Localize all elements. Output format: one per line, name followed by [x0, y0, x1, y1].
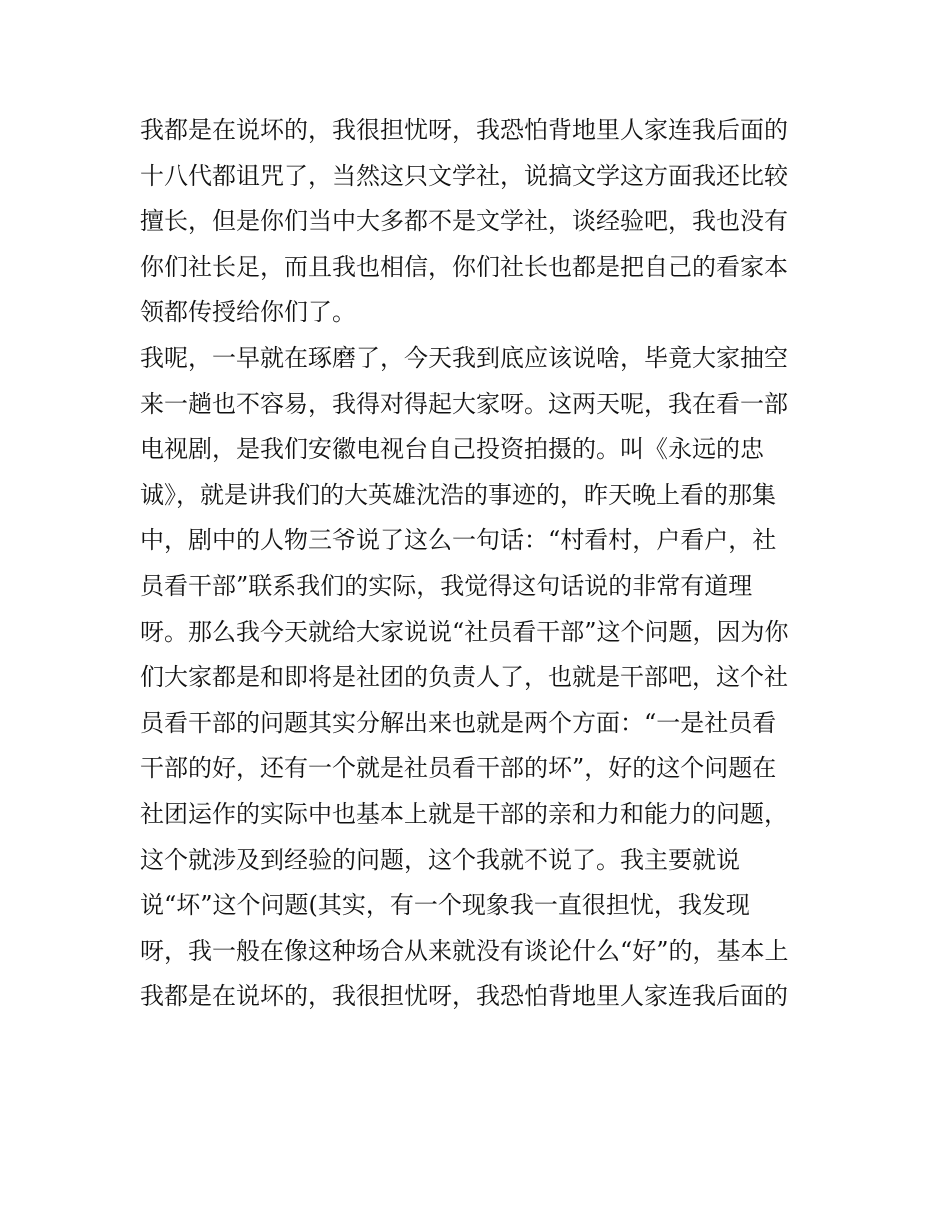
text-line: 员看干部”联系我们的实际，我觉得这句话说的非常有道理 [140, 571, 753, 600]
text-line: 电视剧，是我们安徽电视台自己投资拍摄的。叫《永远的忠 [140, 435, 764, 464]
text-line: 我呢，一早就在琢磨了，今天我到底应该说啥，毕竟大家抽空 [140, 343, 788, 372]
text-line: 说“坏”这个问题(其实，有一个现象我一直很担忧，我发现 [140, 891, 750, 920]
text-line: 我都是在说坏的，我很担忧呀，我恐怕背地里人家连我后面的 [140, 982, 788, 1011]
text-line: 十八代都诅咒了，当然这只文学社，说搞文学这方面我还比较 [140, 161, 788, 190]
text-line: 中，剧中的人物三爷说了这么一句话：“村看村，户看户，社 [140, 526, 777, 555]
body-text [140, 108, 820, 1020]
text-line: 们大家都是和即将是社团的负责人了，也就是干部吧，这个社 [140, 663, 788, 692]
text-line: 呀，我一般在像这种场合从来就没有谈论什么“好”的，基本上 [140, 936, 789, 965]
text-line: 社团运作的实际中也基本上就是干部的亲和力和能力的问题， [140, 799, 788, 828]
text-line: 呀。那么我今天就给大家说说“社员看干部”这个问题，因为你 [140, 617, 789, 646]
text-line: 来一趟也不容易，我得对得起大家呀。这两天呢，我在看一部 [140, 389, 788, 418]
text-line: 这个就涉及到经验的问题，这个我就不说了。我主要就说 [140, 845, 740, 874]
text-line: 你们社长足，而且我也相信，你们社长也都是把自己的看家本 [140, 252, 788, 281]
text-line: 领都传授给你们了。 [140, 298, 356, 327]
text-line: 我都是在说坏的，我很担忧呀，我恐怕背地里人家连我后面的 [140, 116, 788, 144]
text-line: 干部的好，还有一个就是社员看干部的坏”，好的这个问题在 [140, 754, 777, 783]
text-line: 擅长，但是你们当中大多都不是文学社，谈经验吧，我也没有 [140, 207, 788, 236]
text-line: 员看干部的问题其实分解出来也就是两个方面：“一是社员看 [140, 708, 777, 737]
text-line: 诚》，就是讲我们的大英雄沈浩的事迹的，昨天晚上看的那集 [140, 480, 776, 509]
